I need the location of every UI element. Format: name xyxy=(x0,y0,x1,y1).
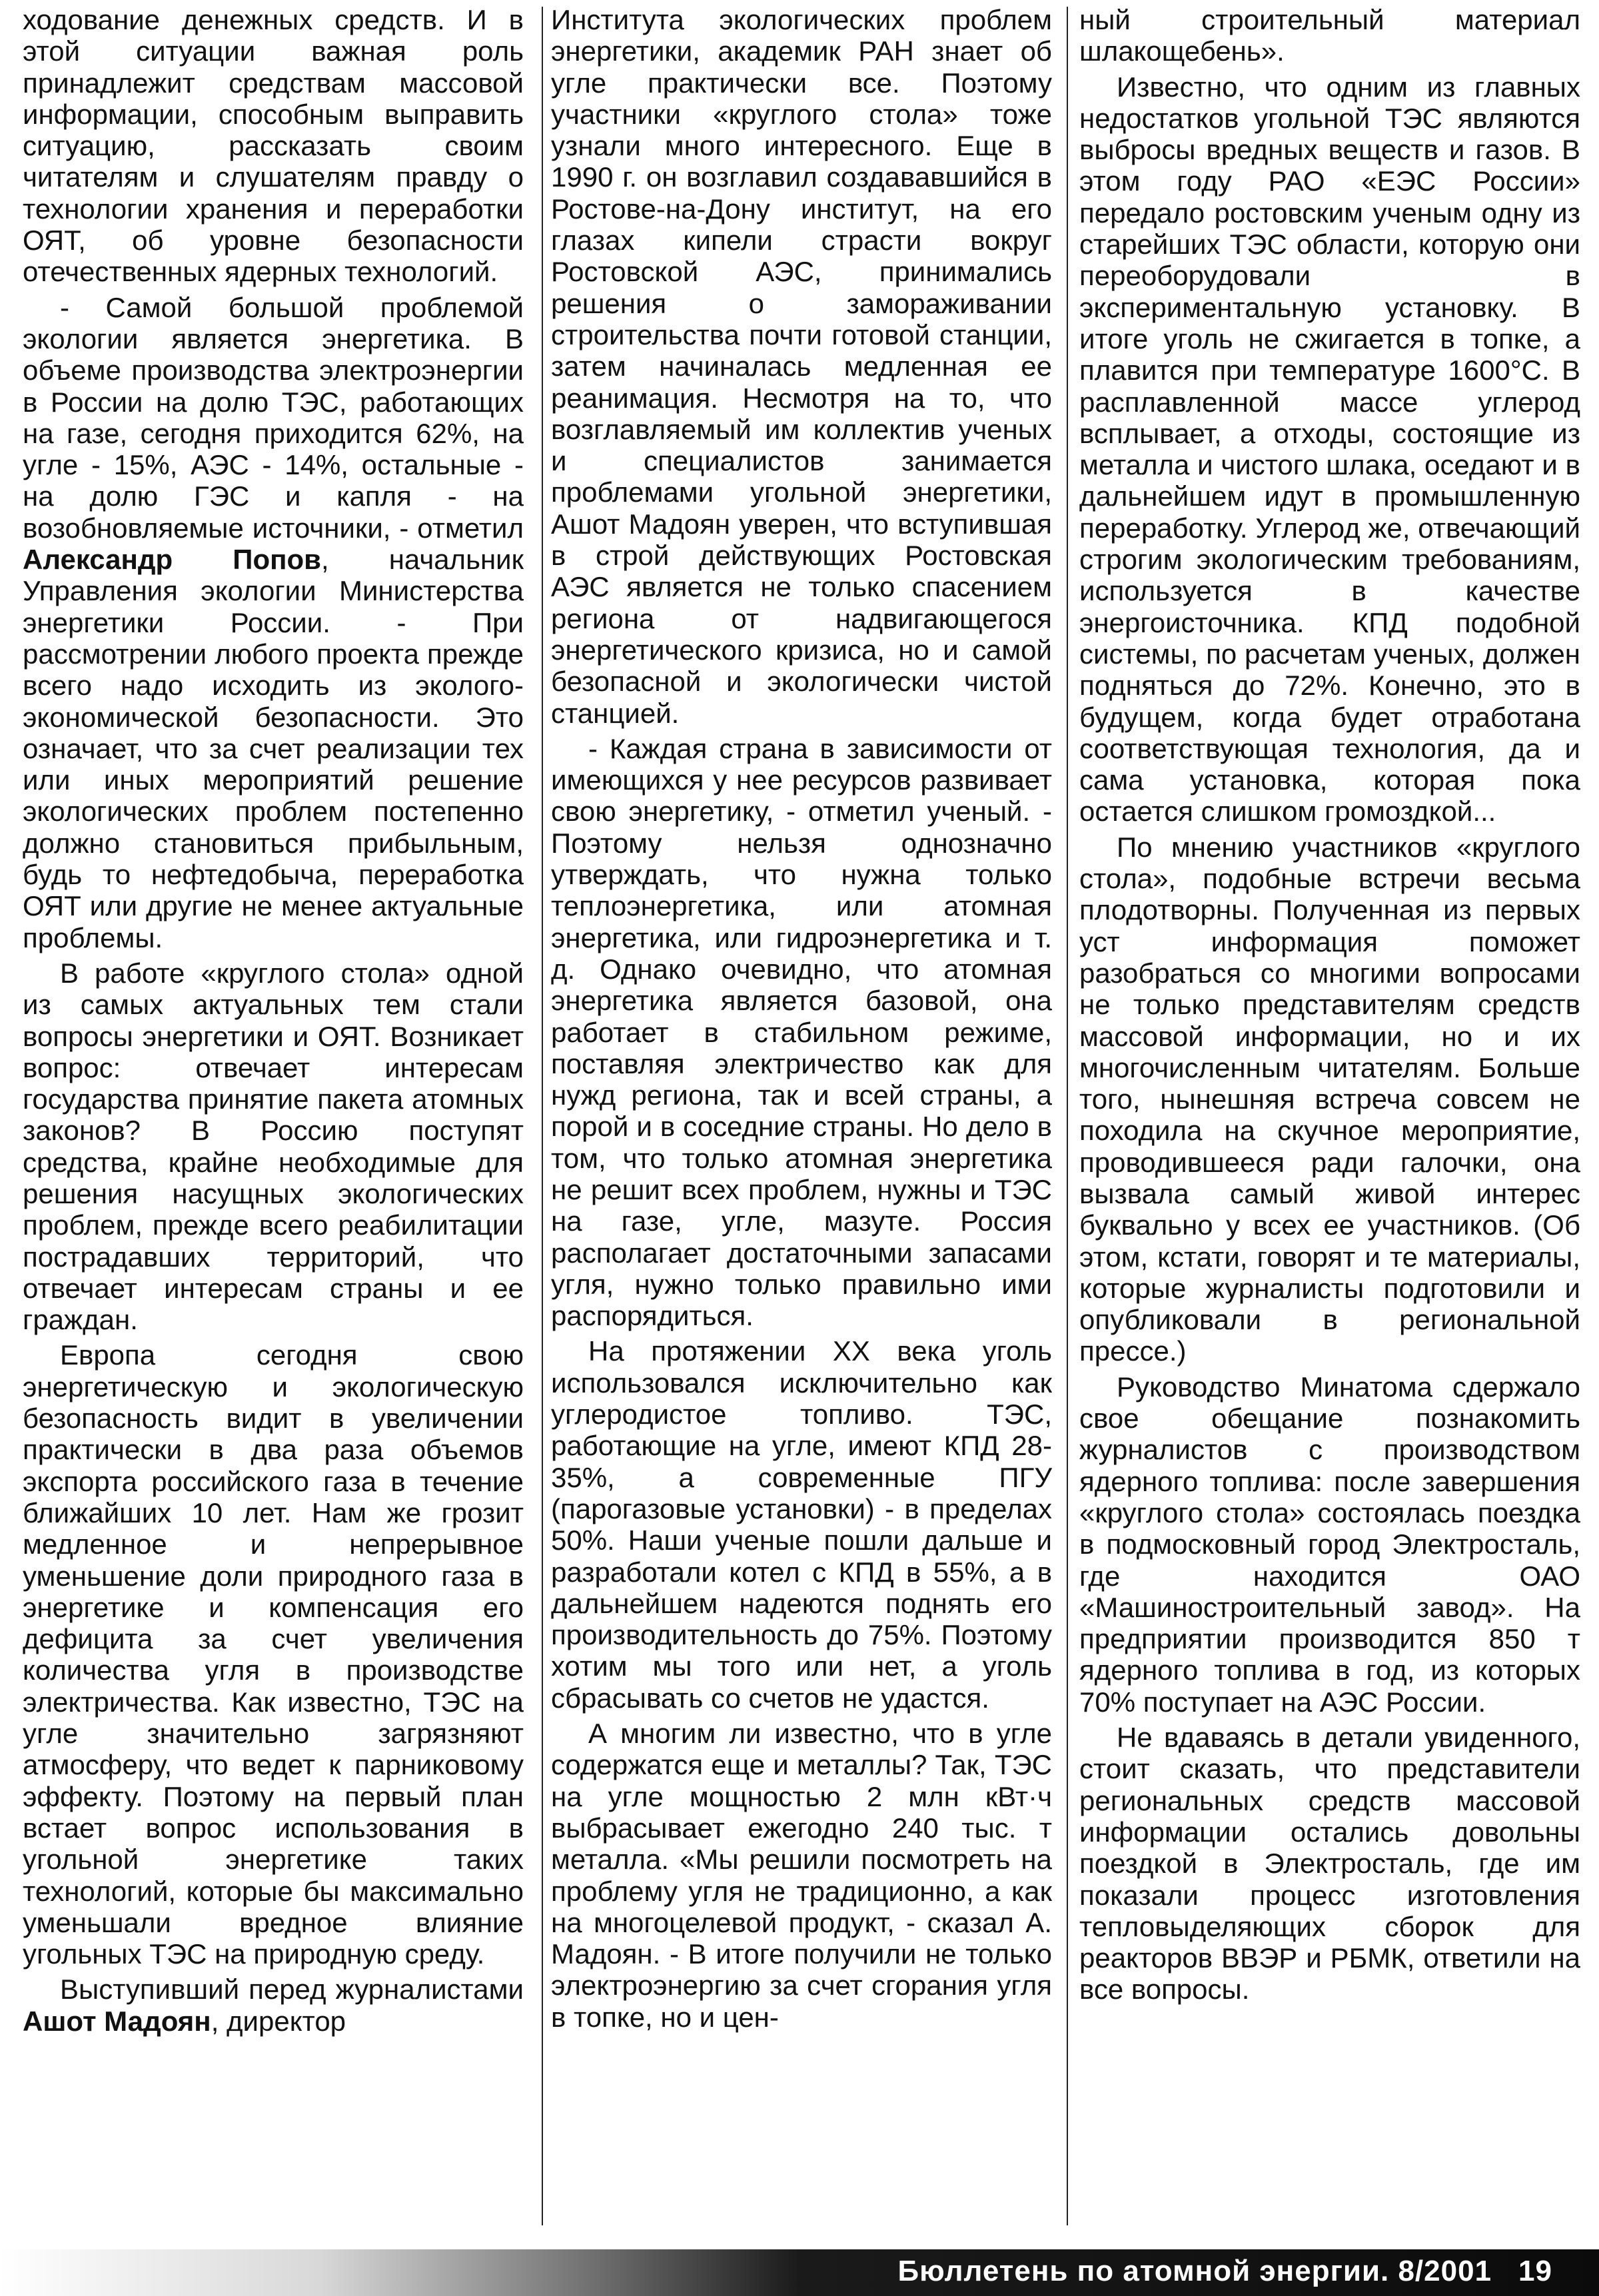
column-2 xyxy=(551,4,1052,2229)
publication-title: Бюллетень по атомной энергии. 8/2001 xyxy=(897,2255,1492,2287)
paragraph: ходование денежных средств. И в этой ситуации важная роль принадлежит средствам массовой информации, способным выправить ситуацию, рассказать своим читателям и слушателям правду о технологии хранения и переработки ОЯТ, об уровне безопасности отечественных ядерных технологий. xyxy=(23,4,524,288)
page-footer xyxy=(0,2249,1599,2296)
paragraph: А многим ли известно, что в угле содержатся еще и металлы? Так, ТЭС на угле мощностью 2 млн кВт·ч выбрасывает ежегодно 240 тыс. т металла. «Мы решили посмотреть на проблему угля не традиционно, а как на многоцелевой продукт, - сказал А. Мадоян. - В итоге получили не только электроэнергию за счет сгорания угля в топке, но и цен- xyxy=(551,1718,1052,2033)
speaker-name: Ашот Мадоян xyxy=(23,2005,211,2037)
column-divider xyxy=(542,7,543,2225)
paragraph: - Самой большой проблемой экологии является энергетика. В объеме производства электроэнергии в России на долю ТЭС, работающих на газе, сегодня приходится 62%, на угле - 15%, АЭС - 14%, остальные - на долю ГЭС и капля - на возобновляемые источники, - отметил Александр Попов, начальник Управления экологии Министерства энергетики России. - При рассмотрении любого проекта прежде всего надо исходить из эколого-экономической безопасности. Это означает, что за счет реализации тех или иных мероприятий решение экологических проблем постепенно должно становиться прибыльным, будь то нефтедобыча, переработка ОЯТ или другие не менее актуальные проблемы. xyxy=(23,291,524,953)
paragraph: Института экологических проблем энергетики, академик РАН знает об угле практически все. Поэтому участники «круглого стола» тоже узнали много интересного. Еще в 1990 г. он возглавил создававшийся в Ростове-на-Дону институт, на его глазах кипели страсти вокруг Ростовской АЭС, принимались решения о замораживании строительства почти готовой станции, затем начиналась медленная ее реанимация. Несмотря на то, что возглавляемый им коллектив ученых и специалистов занимается проблемами угольной энергетики, Ашот Мадоян уверен, что вступившая в строй действующих Ростовская АЭС является не только спасением региона от надвигающегося энергетического кризиса, но и самой безопасной и экологически чистой станцией. xyxy=(551,4,1052,729)
paragraph: Руководство Минатома сдержало свое обещание познакомить журналистов с производством ядерного топлива: после завершения «круглого стола» состоялась поездка в подмосковный город Электросталь, где находится ОАО «Машиностроительный завод». На предприятии производится 850 т ядерного топлива в год, из которых 70% поступает на АЭС России. xyxy=(1079,1371,1580,1718)
paragraph: ный строительный материал шлакощебень». xyxy=(1079,4,1580,67)
paragraph: - Каждая страна в зависимости от имеющихся у нее ресурсов развивает свою энергетику, - отметил ученый. - Поэтому нельзя однозначно утверждать, что нужна только теплоэнергетика, или атомная энергетика, или гидроэнергетика и т. д. Однако очевидно, что атомная энергетика является базовой, она работает в стабильном режиме, поставляя электричество как для нужд региона, так и всей страны, а порой и в соседние страны. Но дело в том, что только атомная энергетика не решит всех проблем, нужны и ТЭС на газе, угле, мазуте. Россия располагает достаточными запасами угля, нужно только правильно ими распорядиться. xyxy=(551,732,1052,1332)
column-3 xyxy=(1079,4,1580,2229)
paragraph: Европа сегодня свою энергетическую и экологическую безопасность видит в увеличении практически в два раза объемов экспорта российского газа в течение ближайших 10 лет. Нам же грозит медленное и непрерывное уменьшение доли природного газа в энергетике и компенсация его дефицита за счет увеличения количества угля в производстве электричества. Как известно, ТЭС на угле значительно загрязняют атмосферу, что ведет к парниковому эффекту. Поэтому на первый план встает вопрос использования в угольной энергетике таких технологий, которые бы максимально уменьшали вредное влияние угольных ТЭС на природную среду. xyxy=(23,1339,524,1970)
paragraph: Известно, что одним из главных недостатков угольной ТЭС являются выбросы вредных веществ и газов. В этом году РАО «ЕЭС России» передало ростовским ученым одну из старейших ТЭС области, которую они переоборудовали в экспериментальную установку. В итоге уголь не сжигается в топке, а плавится при температуре 1600°С. В расплавленной массе углерод всплывает, а отходы, состоящие из металла и чистого шлака, оседают и в дальнейшем идут в промышленную переработку. Углерод же, отвечающий строгим экологическим требованиям, используется в качестве энергоисточника. КПД подобной системы, по расчетам ученых, должен подняться до 72%. Конечно, это в будущем, когда будет отработана соответствующая технология, да и сама установка, которая пока остается слишком громоздкой... xyxy=(1079,71,1580,828)
footer-caption xyxy=(897,2255,1552,2288)
column-divider xyxy=(1067,7,1068,2225)
speaker-name: Александр Попов xyxy=(23,544,321,576)
paragraph: По мнению участников «круглого стола», подобные встречи весьма плодотворны. Полученная из первых уст информация поможет разобраться со многими вопросами не только представителям средств массовой информации, но и их многочисленным читателям. Больше того, нынешняя встреча совсем не походила на скучное мероприятие, проводившееся ради галочки, она вызвала самый живой интерес буквально у всех ее участников. (Об этом, кстати, говорят и те материалы, которые журналисты подготовили и опубликовали в региональной прессе.) xyxy=(1079,831,1580,1367)
paragraph: На протяжении XX века уголь использовался исключительно как углеродистое топливо. ТЭС, работающие на угле, имеют КПД 28-35%, а современные ПГУ (парогазовые установки) - в пределах 50%. Наши ученые пошли дальше и разработали котел с КПД в 55%, а в дальнейшем надеются поднять его производительность до 75%. Поэтому хотим мы того или нет, а уголь сбрасывать со счетов не удастся. xyxy=(551,1335,1052,1714)
page-number: 19 xyxy=(1518,2255,1552,2287)
paragraph: В работе «круглого стола» одной из самых актуальных тем стали вопросы энергетики и ОЯТ. Возникает вопрос: отвечает интересам государства принятие пакета атомных законов? В Россию поступят средства, крайне необходимые для решения насущных экологических проблем, прежде всего реабилитации пострадавших территорий, что отвечает интересам страны и ее граждан. xyxy=(23,957,524,1336)
article-body xyxy=(23,4,1580,2229)
paragraph: Выступивший перед журналистами Ашот Мадоян, директор xyxy=(23,1974,524,2037)
paragraph: Не вдаваясь в детали увиденного, стоит сказать, что представители региональных средств массовой информации остались довольны поездкой в Электросталь, где им показали процесс изготовления тепловыделяющих сборок для реакторов ВВЭР и РБМК, ответили на все вопросы. xyxy=(1079,1722,1580,2006)
column-1 xyxy=(23,4,524,2229)
